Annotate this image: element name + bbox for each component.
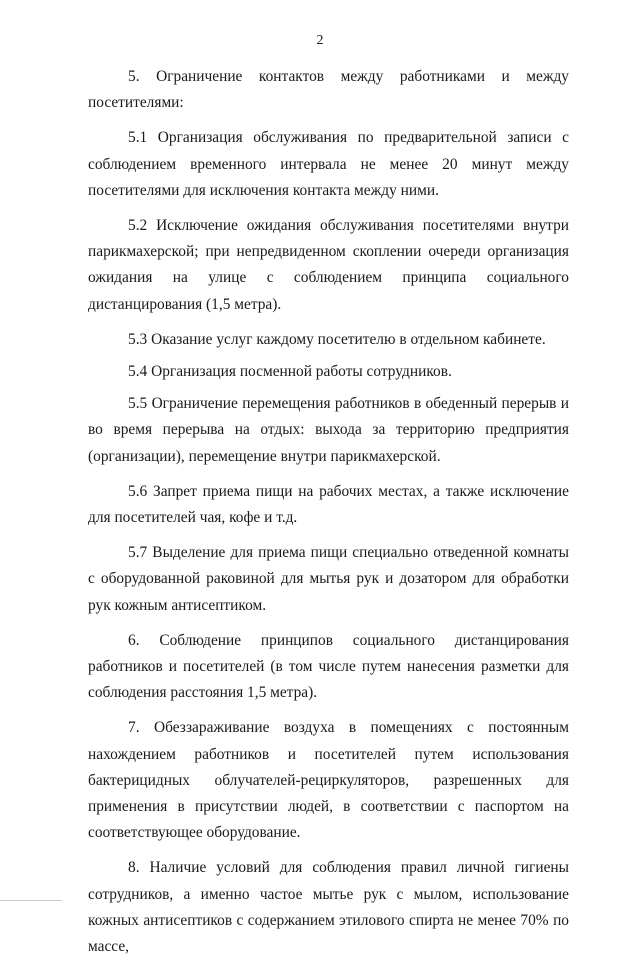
paragraph-5-7: 5.7 Выделение для приема пищи специально отведенной комнаты с оборудованной раковиной для мытья рук и дозатором для обработки рук кожным антисептиком.	[88, 544, 569, 614]
paragraph-8: 8. Наличие условий для соблюдения правил личной гигиены сотрудников, а именно частое мытье рук с мылом, использование кожных антисептиков с содержанием этилового спирта не менее 70% по массе,	[88, 859, 569, 956]
scan-edge-line	[0, 900, 62, 901]
paragraph-5-2: 5.2 Исключение ожидания обслуживания посетителями внутри парикмахерской; при непредвиденном скоплении очереди организация ожидания на улице с соблюдением принципа социального дистанцирования (1,5 метра).	[88, 217, 569, 313]
paragraph-5-4: 5.4 Организация посменной работы сотрудников.	[128, 363, 452, 381]
paragraph-5: 5. Ограничение контактов между работниками и между посетителями:	[88, 68, 569, 112]
paragraph-5-3: 5.3 Оказание услуг каждому посетителю в отдельном кабинете.	[128, 330, 546, 348]
paragraph-6: 6. Соблюдение принципов социального дистанцирования работников и посетителей (в том числе путем нанесения разметки для соблюдения расстояния 1,5 метра).	[88, 631, 569, 702]
paragraph-5-5: 5.5 Ограничение перемещения работников в обеденный перерыв и во время перерыва на отдых: выхода за территорию предприятия (организации), перемещение внутри парикмахерской.	[88, 395, 569, 465]
paragraph-7: 7. Обеззараживание воздуха в помещениях с постоянным нахождением работников и посетителей путем использования бактерицидных облучателей-рециркуляторов, разрешенных для применения в присутствии людей, в соответствии с паспортом на соответствующее оборудование.	[88, 719, 569, 842]
paragraph-5-6: 5.6 Запрет приема пищи на рабочих местах, а также исключение для посетителей чая, кофе и т.д.	[88, 482, 569, 527]
document-body	[88, 64, 569, 969]
page-number: 2	[316, 33, 324, 48]
paragraph-5-1: 5.1 Организация обслуживания по предварительной записи с соблюдением временного интервала не менее 20 минут между посетителями для исключения контакта между ними.	[88, 129, 569, 199]
